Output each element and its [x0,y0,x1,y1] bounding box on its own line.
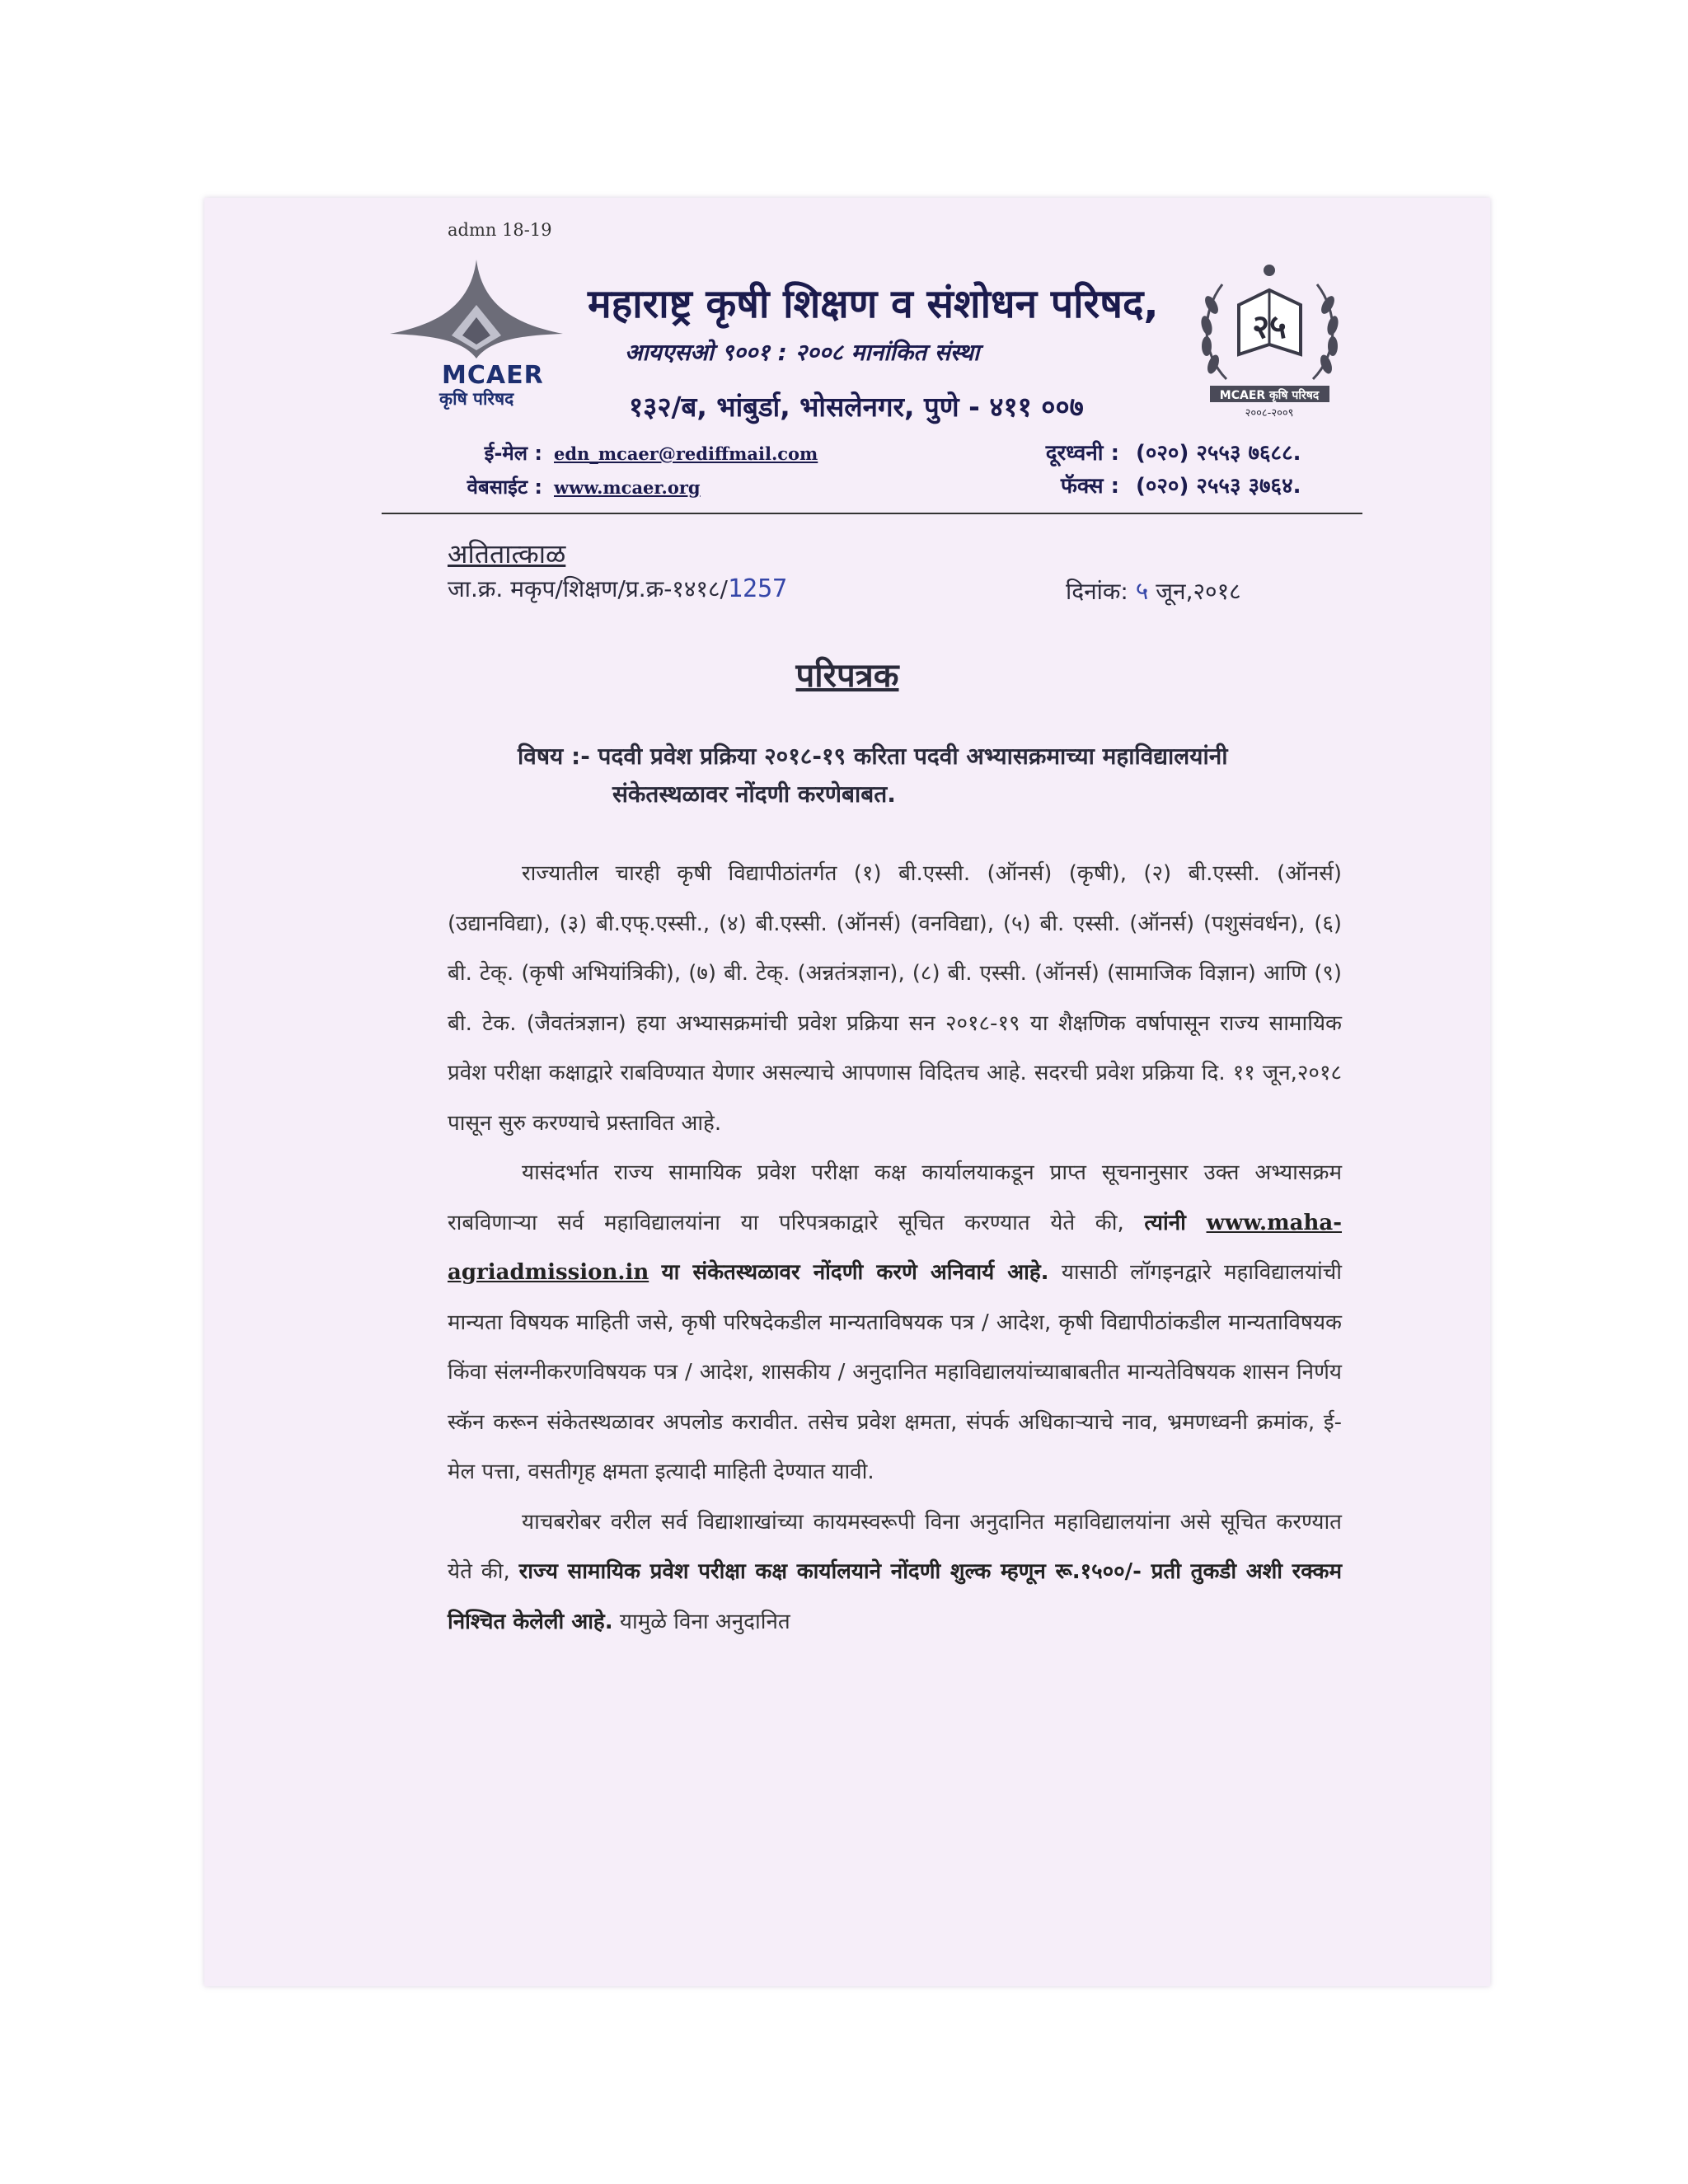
letter-date [1066,573,1241,607]
urgency-label: अतितात्काळ [448,538,566,569]
ref-number-text: जा.क्र. मकृप/शिक्षण/प्र.क्र-१४१८/ [448,575,728,602]
iso-certification: आयएसओ ९००१ : २००८ मानांकित संस्था [625,339,980,366]
logo-text: MCAER [442,361,544,390]
mcaer-logo-icon [390,260,563,359]
fax-value: (०२०) २५५३ ३७६४. [1136,474,1301,499]
reference-number [448,573,787,604]
anniversary-emblem-icon [1193,255,1346,420]
para2-bold-b: या संकेतस्थळावर नोंदणी करणे अनिवार्य आहे. [661,1260,1049,1285]
para2-text-b: यासाठी लॉगइनद्वारे महाविद्यालयांची मान्यता विषयक माहिती जसे, कृषी परिषदेकडील मान्यताविषयक पत्र / आदेश, कृषी विद्यापीठांकडील मान्यताविषयक किंवा संलग्नीकरणविषयक पत्र / आदेश, शासकीय / अनुदानित महाविद्यालयांच्याबाबतीत मान्यतेविषयक शासन निर्णय स्कॅन करून संकेतस्थळावर अपलोड करावीत. तसेच प्रवेश क्षमता, संपर्क अधिकाऱ्याचे नाव, भ्रमणध्वनी क्रमांक, ई-मेल पत्ता, वसतीगृह क्षमता इत्यादी माहिती देण्यात यावी. [448,1260,1343,1484]
para3-bold: राज्य सामायिक प्रवेश परीक्षा कक्ष कार्यालयाने नोंदणी शुल्क म्हणून रू.१५००/- प्रती तुकडी अशी रक्कम निश्चित केलेली आहे. [448,1559,1342,1634]
letter-body [448,849,1342,1647]
website-label: वेबसाईट : [467,476,542,499]
circular-heading: परिपत्रक [795,657,899,695]
para3-text-b: यामुळे विना अनुदानित [619,1609,790,1634]
phone-value: (०२०) २५५३ ७६८८. [1136,441,1301,466]
fax-label: फॅक्स : [1060,474,1119,499]
subject-line-1: विषय :- पदवी प्रवेश प्रक्रिया २०१८-१९ करिता पदवी अभ्यासक्रमाच्या महाविद्यालयांनी [518,743,1228,770]
ref-handwritten: 1257 [727,574,788,603]
subject-line-2: संकेतस्थळावर नोंदणी करणेबाबत. [612,780,896,808]
date-handwritten: ५ [1135,577,1149,606]
email-link[interactable]: edn_mcaer@rediffmail.com [554,443,818,464]
date-label: दिनांक: [1066,578,1128,605]
email-label: ई-मेल : [484,442,542,465]
website-link[interactable]: www.mcaer.org [554,477,701,498]
phone-label: दूरध्वनी : [1045,441,1119,466]
subject [518,738,1342,813]
document-page [204,198,1490,1986]
header-divider [382,513,1362,514]
date-rest: जून,२०१८ [1156,578,1241,605]
para2-text-a: यासंदर्भात राज्य सामायिक प्रवेश परीक्षा कक्ष कार्यालयाकडून प्राप्त सूचनानुसार उक्त अभ्यासक्रम राबविणाऱ्या सर्व महाविद्यालयांना या परिपत्रकाद्वारे सूचित करण्यात येते की, [448,1160,1342,1235]
para2-bold-a: त्यांनी [1144,1210,1186,1235]
paragraph-1: राज्यातील चारही कृषी विद्यापीठांतर्गत (१) बी.एस्सी. (ऑनर्स) (कृषी), (२) बी.एस्सी. (ऑनर्स) (उद्यानविद्या), (३) बी.एफ्.एस्सी., (४) बी.एस्सी. (ऑनर्स) (वनविद्या), (५) बी. एस्सी. (ऑनर्स) (पशुसंवर्धन), (६) बी. टेक्. (कृषी अभियांत्रिकी), (७) बी. टेक्. (अन्नतंत्रज्ञान), (८) बी. एस्सी. (ऑनर्स) (सामाजिक विज्ञान) आणि (९) बी. टेक. (जैवतंत्रज्ञान) हया अभ्यासक्रमांची प्रवेश प्रक्रिया सन २०१८-१९ या शैक्षणिक वर्षापासून राज्य सामायिक प्रवेश परीक्षा कक्षाद्वारे राबविण्यात येणार असल्याचे आपणास विदितच आहे. सदरची प्रवेश प्रक्रिया दि. ११ जून,२०१८ पासून सुरु करण्याचे प्रस्तावित आहे. [448,861,1342,1136]
paragraph-3 [448,1497,1342,1647]
admission-website-link[interactable]: www.maha-agriadmission.in [448,1210,1343,1285]
para3-text-a: याचबरोबर वरील सर्व विद्याशाखांच्या कायमस्वरूपी विना अनुदानित महाविद्यालयांना असे सूचित करण्यात येते की, [448,1509,1342,1584]
emblem-years: २००८-२००९ [1245,407,1294,419]
paragraph-2 [448,1148,1342,1497]
contact-left [427,437,818,504]
contact-right [987,437,1301,503]
emblem-number: २५ [1252,308,1287,346]
logo-subtext: कृषि परिषद [439,389,514,409]
organization-name: महाराष्ट्र कृषी शिक्षण व संशोधन परिषद, [588,281,1159,327]
emblem-text: MCAER कृषि परिषद [1219,389,1320,402]
file-code: admn 18-19 [448,220,552,240]
address: १३२/ब, भांबुर्डा, भोसलेनगर, पुणे - ४११ ००७ [629,391,1084,423]
